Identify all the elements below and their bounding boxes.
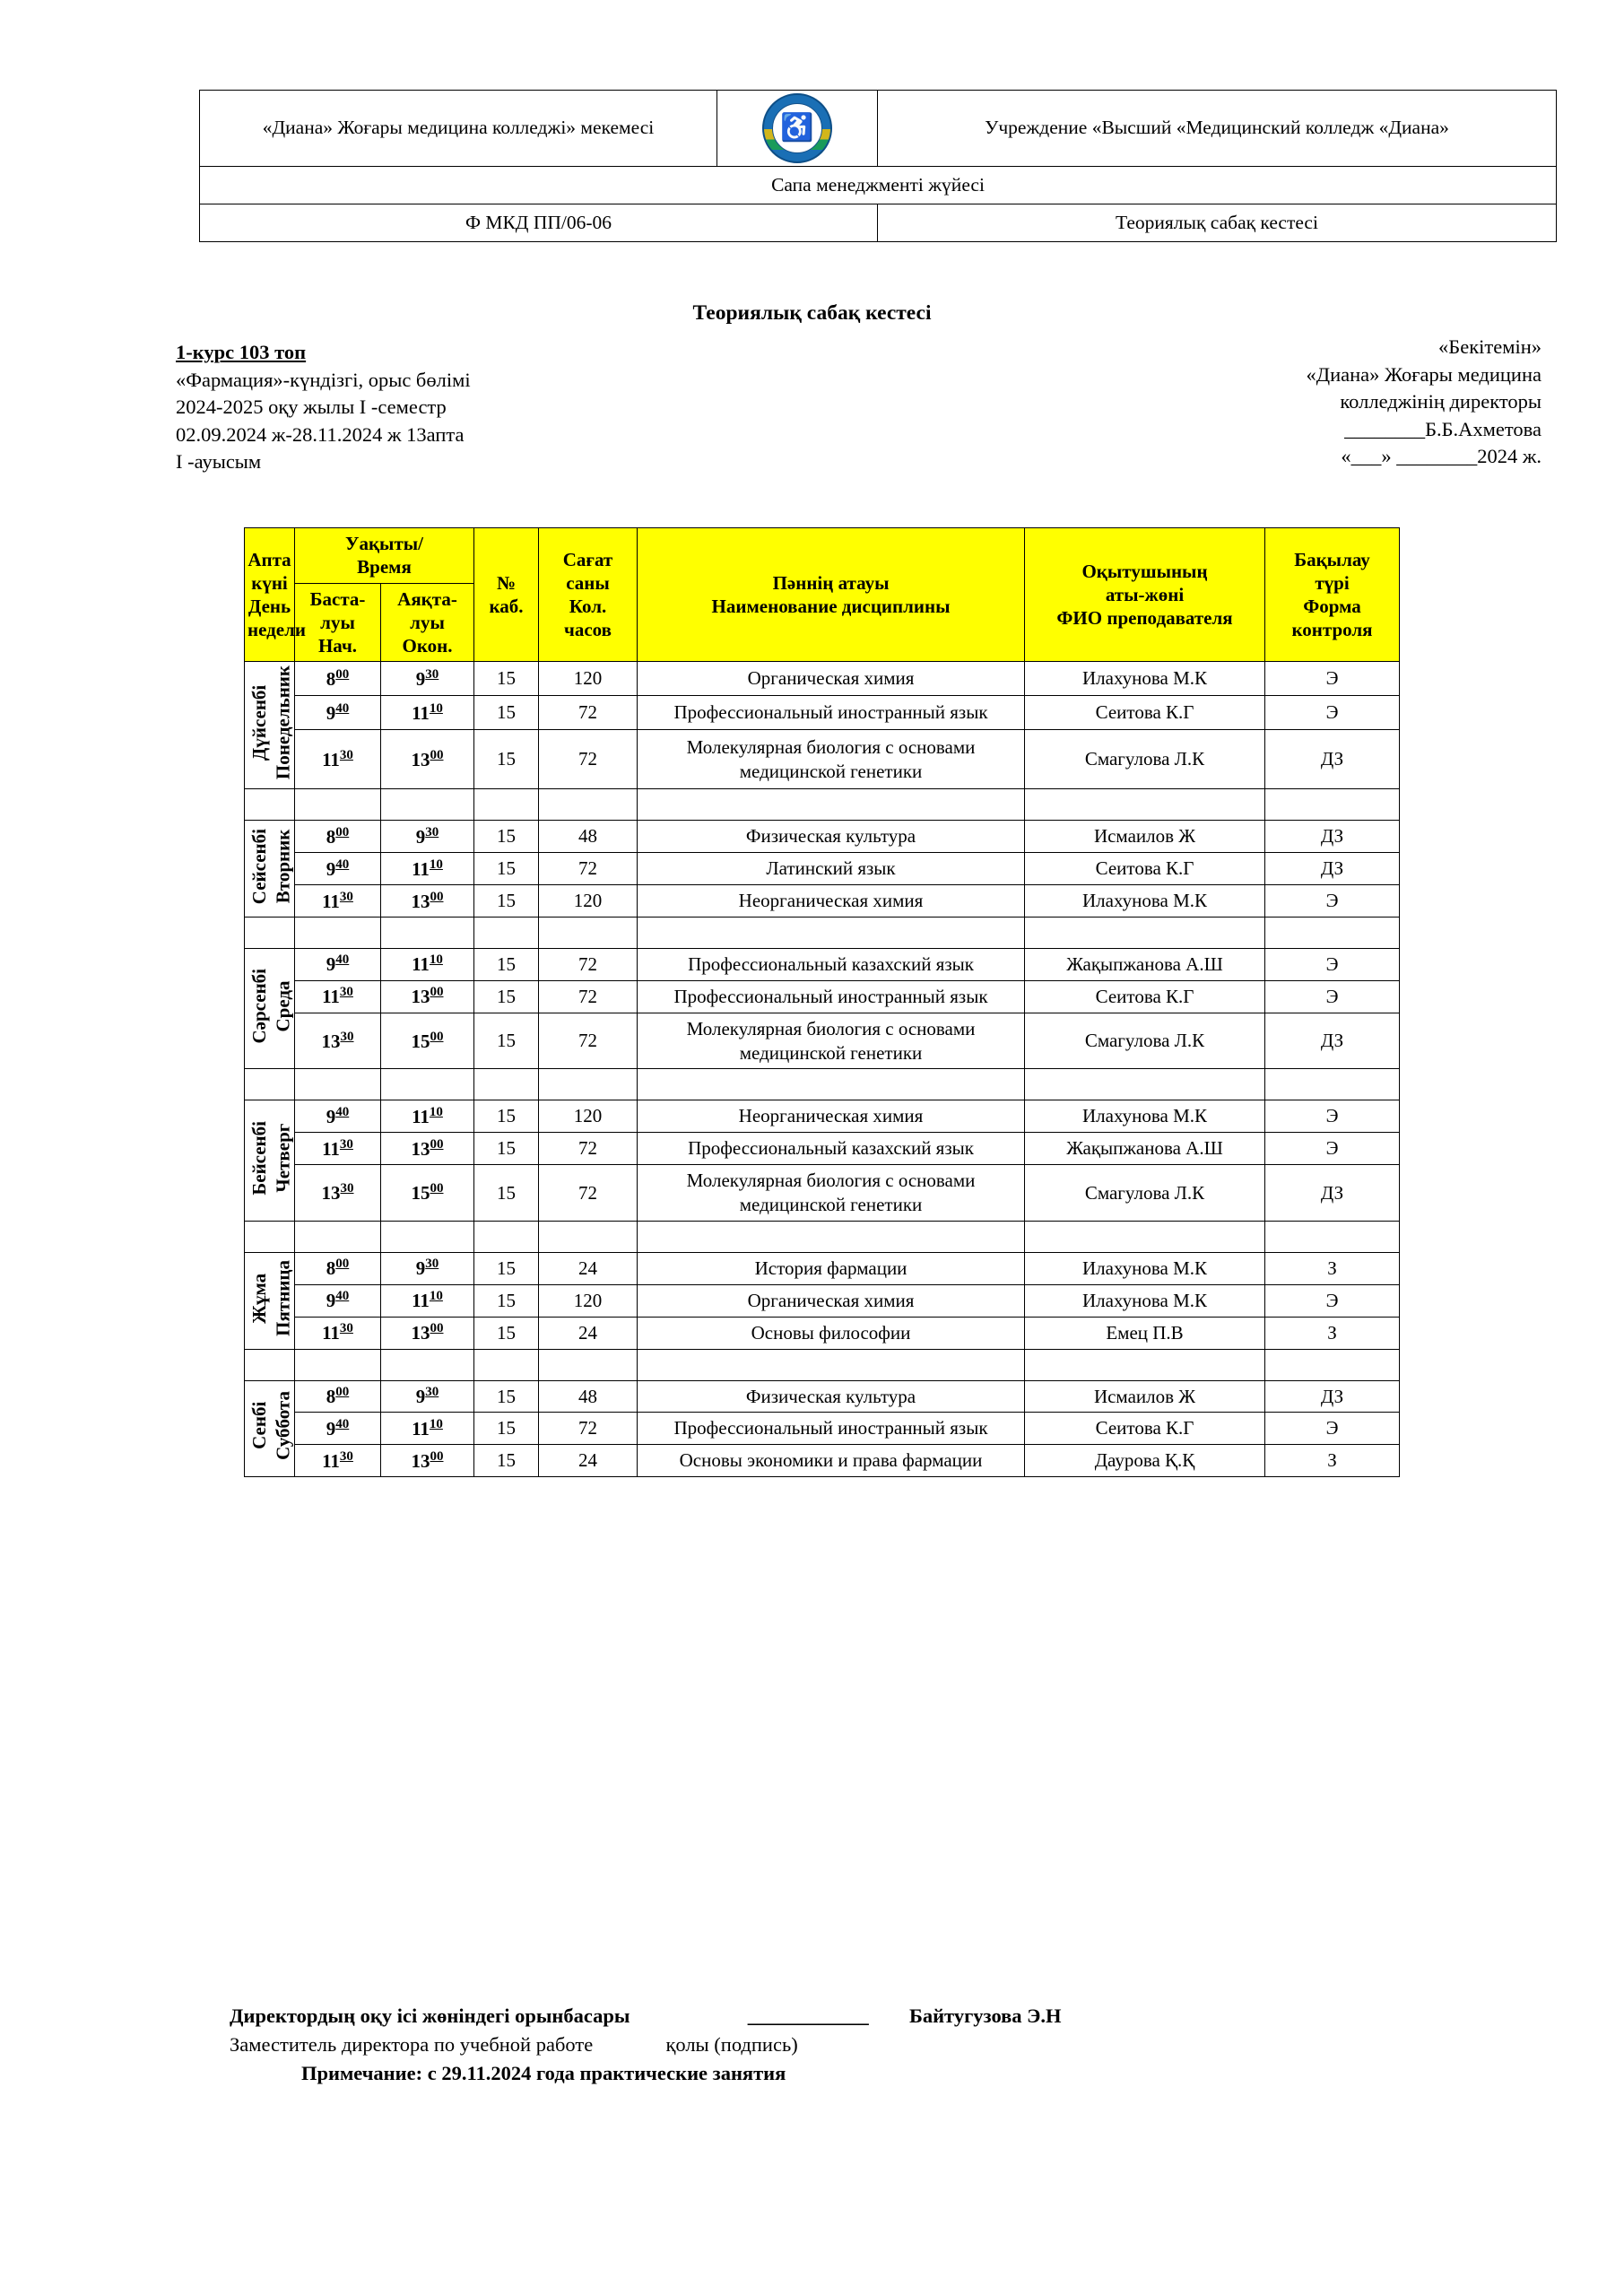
schedule-table-body xyxy=(245,662,1400,1477)
lesson-room: 15 xyxy=(474,1284,539,1317)
day-name-label: Бейсенбі Четверг xyxy=(248,1120,294,1196)
lesson-end-time: $11^{10}$ xyxy=(381,1284,474,1317)
day-name-cell xyxy=(245,662,295,789)
lesson-room: 15 xyxy=(474,1445,539,1477)
day-separator-cell xyxy=(245,1069,295,1100)
lesson-room: 15 xyxy=(474,1252,539,1284)
lesson-discipline: История фармации xyxy=(638,1252,1025,1284)
th-start: Баста- луы Нач. xyxy=(295,583,381,662)
schedule-row xyxy=(245,1413,1400,1445)
day-name-label: Сенбі Суббота xyxy=(248,1391,294,1461)
schedule-row xyxy=(245,821,1400,853)
lesson-total-hours: 120 xyxy=(539,885,638,918)
lesson-control-form: Э xyxy=(1265,948,1400,980)
academic-year-line: 2024-2025 оқу жылы І -семестр xyxy=(176,396,447,419)
lesson-room: 15 xyxy=(474,948,539,980)
th-time-group: Уақыты/ Время xyxy=(295,528,474,584)
lesson-end-time: $13^{00}$ xyxy=(381,730,474,789)
day-name-cell xyxy=(245,948,295,1069)
schedule-row xyxy=(245,1252,1400,1284)
lesson-discipline: Молекулярная биология с основами медицинской генетики xyxy=(638,1165,1025,1222)
schedule-row xyxy=(245,662,1400,696)
bowl-of-hygieia-icon: ♿ xyxy=(780,113,814,143)
footer-signature-line: ____________ xyxy=(747,2005,869,2027)
shift-line: І -ауысым xyxy=(176,450,262,474)
lesson-teacher: Даурова Қ.Қ xyxy=(1025,1445,1265,1477)
lesson-discipline: Органическая химия xyxy=(638,1284,1025,1317)
day-name-label: Жұма Пятница xyxy=(248,1259,294,1336)
day-separator-row xyxy=(245,1349,1400,1380)
lesson-start-time: $9^{40}$ xyxy=(295,948,381,980)
lesson-discipline: Физическая культура xyxy=(638,821,1025,853)
approval-org-1: «Диана» Жоғары медицина xyxy=(1306,362,1541,386)
day-separator-cell xyxy=(295,1069,381,1100)
header-qms-line: Сапа менеджменті жүйесі xyxy=(200,167,1557,204)
day-separator-cell xyxy=(245,1349,295,1380)
lesson-end-time: $11^{10}$ xyxy=(381,1413,474,1445)
lesson-start-time: $9^{40}$ xyxy=(295,696,381,730)
day-separator-cell xyxy=(381,1221,474,1252)
lesson-total-hours: 120 xyxy=(539,1100,638,1133)
lesson-room: 15 xyxy=(474,821,539,853)
th-teacher: Оқытушының аты-жөні ФИО преподавателя xyxy=(1025,528,1265,662)
schedule-row xyxy=(245,1100,1400,1133)
day-separator-cell xyxy=(474,917,539,948)
lesson-discipline: Органическая химия xyxy=(638,662,1025,696)
th-hours: Сағат саны Кол. часов xyxy=(539,528,638,662)
day-separator-cell xyxy=(539,1349,638,1380)
lesson-control-form: Э xyxy=(1265,662,1400,696)
college-logo-cell xyxy=(717,91,878,167)
lesson-control-form: З xyxy=(1265,1252,1400,1284)
lesson-start-time: $11^{30}$ xyxy=(295,885,381,918)
day-separator-cell xyxy=(539,789,638,821)
document-footer xyxy=(230,2002,1062,2088)
logo-inner xyxy=(772,103,822,153)
lesson-room: 15 xyxy=(474,1413,539,1445)
lesson-end-time: $15^{00}$ xyxy=(381,1165,474,1222)
lesson-total-hours: 120 xyxy=(539,662,638,696)
day-separator-cell xyxy=(539,1069,638,1100)
lesson-end-time: $13^{00}$ xyxy=(381,1445,474,1477)
lesson-room: 15 xyxy=(474,853,539,885)
day-separator-cell xyxy=(474,1221,539,1252)
footer-signature-label: қолы (подпись) xyxy=(665,2032,798,2056)
lesson-teacher: Илахунова М.К xyxy=(1025,1100,1265,1133)
lesson-total-hours: 120 xyxy=(539,1284,638,1317)
lesson-control-form: ДЗ xyxy=(1265,853,1400,885)
day-separator-cell xyxy=(1265,1349,1400,1380)
day-separator-cell xyxy=(474,789,539,821)
day-separator-cell xyxy=(638,1221,1025,1252)
lesson-teacher: Сеитова К.Г xyxy=(1025,1413,1265,1445)
day-separator-cell xyxy=(1265,1069,1400,1100)
day-separator-cell xyxy=(381,917,474,948)
lesson-discipline: Основы экономики и права фармации xyxy=(638,1445,1025,1477)
lesson-room: 15 xyxy=(474,1133,539,1165)
lesson-total-hours: 48 xyxy=(539,821,638,853)
day-separator-row xyxy=(245,1221,1400,1252)
day-separator-cell xyxy=(474,1069,539,1100)
lesson-total-hours: 72 xyxy=(539,1165,638,1222)
lesson-control-form: Э xyxy=(1265,696,1400,730)
period-line: 02.09.2024 ж-28.11.2024 ж 13апта xyxy=(176,422,465,446)
lesson-teacher: Илахунова М.К xyxy=(1025,1284,1265,1317)
th-control: Бақылау түрі Форма контроля xyxy=(1265,528,1400,662)
day-separator-cell xyxy=(245,1221,295,1252)
footer-deputy-name: Байтугузова Э.Н xyxy=(908,2005,1062,2027)
lesson-teacher: Илахунова М.К xyxy=(1025,1252,1265,1284)
lesson-room: 15 xyxy=(474,696,539,730)
lesson-start-time: $11^{30}$ xyxy=(295,980,381,1013)
schedule-row xyxy=(245,1165,1400,1222)
day-separator-cell xyxy=(1265,789,1400,821)
lesson-control-form: ДЗ xyxy=(1265,821,1400,853)
day-separator-cell xyxy=(1265,1221,1400,1252)
schedule-row xyxy=(245,1013,1400,1069)
footer-deputy-kk xyxy=(230,2002,1062,2031)
lesson-discipline: Основы философии xyxy=(638,1317,1025,1349)
lesson-total-hours: 24 xyxy=(539,1445,638,1477)
lesson-discipline: Физическая культура xyxy=(638,1380,1025,1413)
day-separator-row xyxy=(245,917,1400,948)
schedule-row xyxy=(245,1133,1400,1165)
day-name-cell xyxy=(245,1252,295,1349)
lesson-total-hours: 48 xyxy=(539,1380,638,1413)
lesson-control-form: Э xyxy=(1265,1100,1400,1133)
lesson-start-time: $11^{30}$ xyxy=(295,1133,381,1165)
course-info-block xyxy=(176,339,471,476)
lesson-control-form: ДЗ xyxy=(1265,730,1400,789)
lesson-end-time: $15^{00}$ xyxy=(381,1013,474,1069)
lesson-end-time: $11^{10}$ xyxy=(381,948,474,980)
header-form-title: Теориялық сабақ кестесі xyxy=(878,204,1557,242)
lesson-start-time: $13^{30}$ xyxy=(295,1165,381,1222)
day-separator-cell xyxy=(295,917,381,948)
lesson-end-time: $11^{10}$ xyxy=(381,1100,474,1133)
approval-date-line: «___» ________2024 ж. xyxy=(1341,445,1541,468)
lesson-teacher: Илахунова М.К xyxy=(1025,662,1265,696)
footer-note: Примечание: с 29.11.2024 года практические занятия xyxy=(301,2061,786,2084)
day-separator-cell xyxy=(1025,917,1265,948)
day-separator-cell xyxy=(295,1349,381,1380)
header-form-code: Ф МКД ПП/06-06 xyxy=(200,204,878,242)
lesson-room: 15 xyxy=(474,1380,539,1413)
lesson-end-time: $9^{30}$ xyxy=(381,662,474,696)
approval-word: «Бекітемін» xyxy=(1438,335,1541,358)
day-separator-cell xyxy=(1025,1221,1265,1252)
th-end: Аяқта- луы Окон. xyxy=(381,583,474,662)
day-separator-cell xyxy=(539,1221,638,1252)
lesson-end-time: $9^{30}$ xyxy=(381,1252,474,1284)
lesson-total-hours: 72 xyxy=(539,948,638,980)
lesson-control-form: Э xyxy=(1265,1413,1400,1445)
day-separator-cell xyxy=(1025,1069,1265,1100)
day-name-cell xyxy=(245,1100,295,1222)
day-name-cell xyxy=(245,1380,295,1477)
lesson-control-form: З xyxy=(1265,1445,1400,1477)
day-separator-cell xyxy=(1265,917,1400,948)
lesson-start-time: $11^{30}$ xyxy=(295,1445,381,1477)
lesson-room: 15 xyxy=(474,662,539,696)
schedule-row xyxy=(245,730,1400,789)
day-name-label: Сейсенбі Вторник xyxy=(248,828,294,904)
day-separator-cell xyxy=(474,1349,539,1380)
lesson-control-form: З xyxy=(1265,1317,1400,1349)
th-day: Апта күні День недели xyxy=(245,528,295,662)
schedule-table-wrapper xyxy=(244,527,1399,1477)
lesson-start-time: $9^{40}$ xyxy=(295,1413,381,1445)
lesson-teacher: Сеитова К.Г xyxy=(1025,853,1265,885)
schedule-row xyxy=(245,853,1400,885)
document-header xyxy=(199,90,1557,242)
lesson-total-hours: 24 xyxy=(539,1317,638,1349)
lesson-teacher: Сеитова К.Г xyxy=(1025,696,1265,730)
lesson-teacher: Смагулова Л.К xyxy=(1025,730,1265,789)
schedule-row xyxy=(245,1317,1400,1349)
lesson-start-time: $8^{00}$ xyxy=(295,662,381,696)
lesson-discipline: Неорганическая химия xyxy=(638,885,1025,918)
day-separator-row xyxy=(245,1069,1400,1100)
schedule-row xyxy=(245,1284,1400,1317)
day-separator-cell xyxy=(638,1069,1025,1100)
lesson-room: 15 xyxy=(474,1317,539,1349)
lesson-start-time: $8^{00}$ xyxy=(295,1252,381,1284)
lesson-end-time: $13^{00}$ xyxy=(381,1133,474,1165)
lesson-control-form: Э xyxy=(1265,1284,1400,1317)
schedule-row xyxy=(245,696,1400,730)
lesson-total-hours: 24 xyxy=(539,1252,638,1284)
lesson-discipline: Неорганическая химия xyxy=(638,1100,1025,1133)
lesson-discipline: Латинский язык xyxy=(638,853,1025,885)
header-institution-kk: «Диана» Жоғары медицина колледжі» мекемесі xyxy=(200,91,717,167)
th-discipline: Пәннің атауы Наименование дисциплины xyxy=(638,528,1025,662)
schedule-row xyxy=(245,885,1400,918)
day-separator-cell xyxy=(245,917,295,948)
lesson-room: 15 xyxy=(474,980,539,1013)
lesson-control-form: ДЗ xyxy=(1265,1380,1400,1413)
day-name-label: Сәрсенбі Среда xyxy=(248,968,294,1044)
lesson-discipline: Профессиональный иностранный язык xyxy=(638,980,1025,1013)
lesson-end-time: $9^{30}$ xyxy=(381,821,474,853)
schedule-table xyxy=(244,527,1400,1477)
lesson-teacher: Сеитова К.Г xyxy=(1025,980,1265,1013)
lesson-start-time: $13^{30}$ xyxy=(295,1013,381,1069)
day-separator-cell xyxy=(381,1349,474,1380)
lesson-room: 15 xyxy=(474,730,539,789)
footer-deputy-title-ru: Заместитель директора по учебной работе xyxy=(230,2032,594,2056)
lesson-total-hours: 72 xyxy=(539,1413,638,1445)
day-separator-row xyxy=(245,789,1400,821)
lesson-start-time: $9^{40}$ xyxy=(295,1284,381,1317)
lesson-discipline: Молекулярная биология с основами медицинской генетики xyxy=(638,1013,1025,1069)
lesson-total-hours: 72 xyxy=(539,980,638,1013)
day-separator-cell xyxy=(295,1221,381,1252)
lesson-control-form: Э xyxy=(1265,980,1400,1013)
approval-org-2: колледжінің директоры xyxy=(1340,390,1541,413)
lesson-start-time: $8^{00}$ xyxy=(295,1380,381,1413)
day-separator-cell xyxy=(381,789,474,821)
lesson-control-form: Э xyxy=(1265,885,1400,918)
lesson-teacher: Исмаилов Ж xyxy=(1025,1380,1265,1413)
approval-signature-line: ________Б.Б.Ахметова xyxy=(1344,417,1541,440)
course-group: 1-курс 103 топ xyxy=(176,341,307,363)
approval-block xyxy=(1306,334,1541,471)
day-separator-cell xyxy=(1025,789,1265,821)
day-name-cell xyxy=(245,821,295,918)
lesson-discipline: Профессиональный иностранный язык xyxy=(638,696,1025,730)
lesson-end-time: $11^{10}$ xyxy=(381,696,474,730)
day-name-label: Дүйсенбі Понедельник xyxy=(248,665,294,780)
lesson-teacher: Исмаилов Ж xyxy=(1025,821,1265,853)
lesson-discipline: Профессиональный казахский язык xyxy=(638,948,1025,980)
lesson-start-time: $9^{40}$ xyxy=(295,1100,381,1133)
lesson-total-hours: 72 xyxy=(539,730,638,789)
lesson-teacher: Смагулова Л.К xyxy=(1025,1013,1265,1069)
day-separator-cell xyxy=(295,789,381,821)
lesson-total-hours: 72 xyxy=(539,853,638,885)
lesson-control-form: ДЗ xyxy=(1265,1165,1400,1222)
day-separator-cell xyxy=(381,1069,474,1100)
day-separator-cell xyxy=(638,917,1025,948)
lesson-total-hours: 72 xyxy=(539,1133,638,1165)
day-separator-cell xyxy=(638,1349,1025,1380)
lesson-end-time: $13^{00}$ xyxy=(381,1317,474,1349)
th-cab: № каб. xyxy=(474,528,539,662)
page-title: Теориялық сабақ кестесі xyxy=(692,301,932,325)
lesson-end-time: $11^{10}$ xyxy=(381,853,474,885)
lesson-teacher: Смагулова Л.К xyxy=(1025,1165,1265,1222)
lesson-control-form: ДЗ xyxy=(1265,1013,1400,1069)
schedule-row xyxy=(245,980,1400,1013)
header-institution-ru: Учреждение «Высший «Медицинский колледж «Диана» xyxy=(878,91,1557,167)
lesson-end-time: $13^{00}$ xyxy=(381,885,474,918)
lesson-start-time: $11^{30}$ xyxy=(295,730,381,789)
college-logo-icon xyxy=(762,93,832,163)
lesson-total-hours: 72 xyxy=(539,1013,638,1069)
lesson-total-hours: 72 xyxy=(539,696,638,730)
specialty-line: «Фармация»-күндізгі, орыс бөлімі xyxy=(176,368,471,391)
lesson-discipline: Профессиональный казахский язык xyxy=(638,1133,1025,1165)
lesson-teacher: Илахунова М.К xyxy=(1025,885,1265,918)
lesson-room: 15 xyxy=(474,1165,539,1222)
lesson-room: 15 xyxy=(474,1013,539,1069)
lesson-room: 15 xyxy=(474,1100,539,1133)
footer-deputy-title-kk: Директордың оқу ісі жөніндегі орынбасары xyxy=(230,2005,630,2027)
lesson-discipline: Молекулярная биология с основами медицинской генетики xyxy=(638,730,1025,789)
day-separator-cell xyxy=(638,789,1025,821)
lesson-end-time: $9^{30}$ xyxy=(381,1380,474,1413)
lesson-discipline: Профессиональный иностранный язык xyxy=(638,1413,1025,1445)
lesson-start-time: $8^{00}$ xyxy=(295,821,381,853)
lesson-teacher: Жақыпжанова А.Ш xyxy=(1025,948,1265,980)
lesson-teacher: Жақыпжанова А.Ш xyxy=(1025,1133,1265,1165)
schedule-row xyxy=(245,1445,1400,1477)
lesson-end-time: $13^{00}$ xyxy=(381,980,474,1013)
day-separator-cell xyxy=(245,789,295,821)
lesson-start-time: $9^{40}$ xyxy=(295,853,381,885)
day-separator-cell xyxy=(1025,1349,1265,1380)
schedule-table-head xyxy=(245,528,1400,662)
lesson-teacher: Емец П.В xyxy=(1025,1317,1265,1349)
schedule-row xyxy=(245,1380,1400,1413)
schedule-row xyxy=(245,948,1400,980)
lesson-start-time: $11^{30}$ xyxy=(295,1317,381,1349)
lesson-room: 15 xyxy=(474,885,539,918)
day-separator-cell xyxy=(539,917,638,948)
footer-deputy-ru xyxy=(230,2031,1062,2059)
lesson-control-form: Э xyxy=(1265,1133,1400,1165)
